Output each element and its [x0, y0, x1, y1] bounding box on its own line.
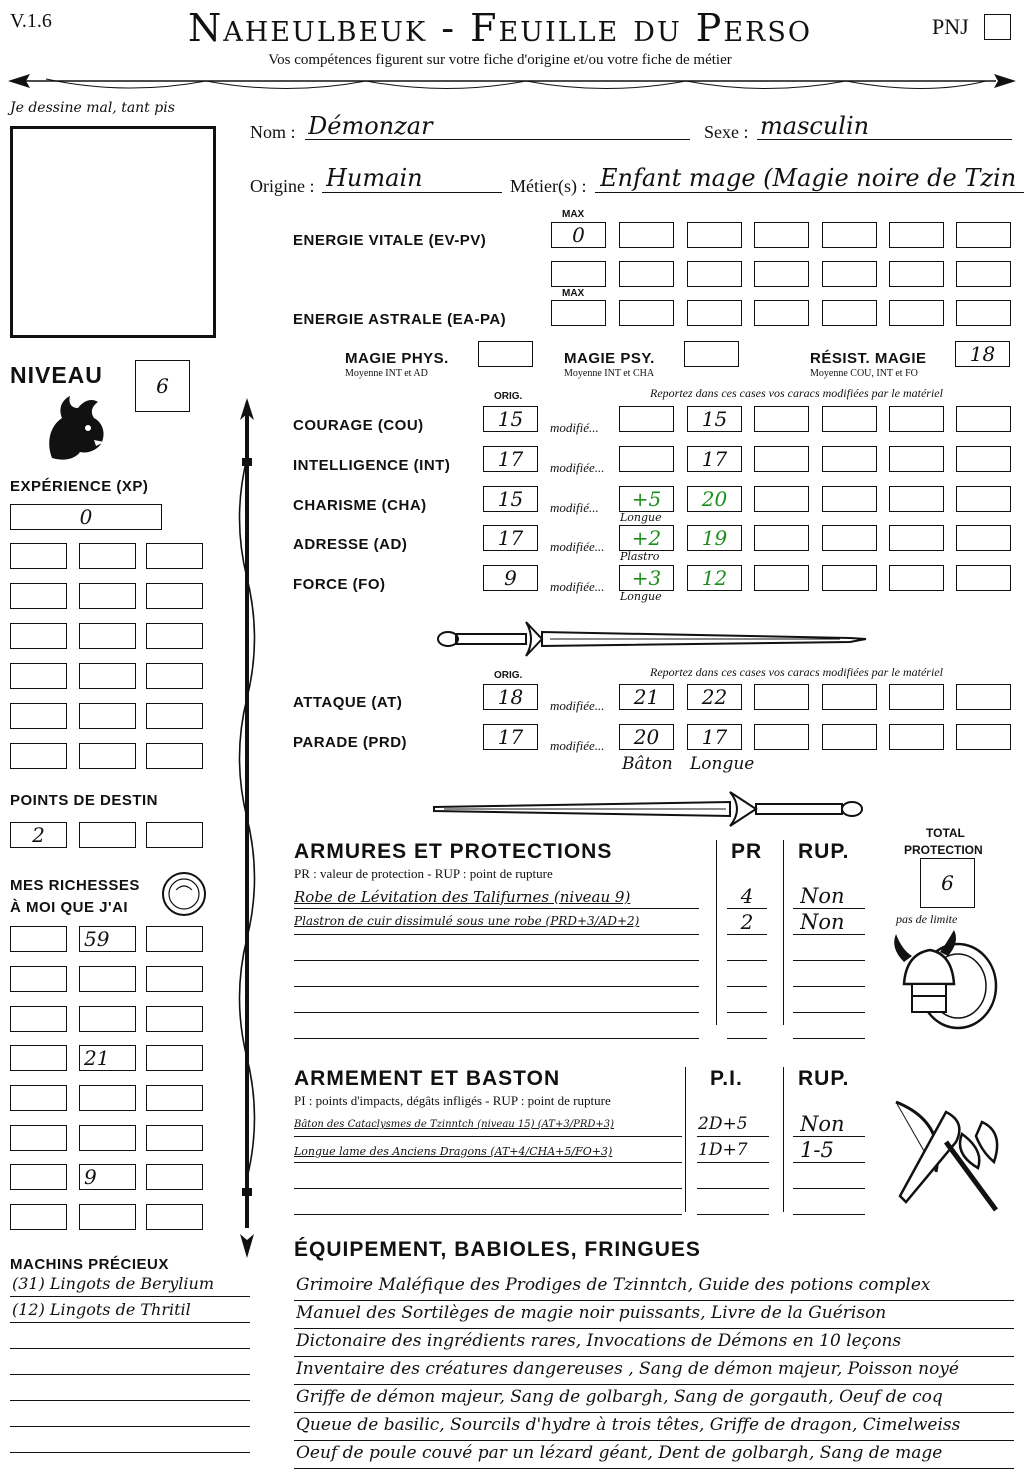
magie-phys-note: Moyenne INT et AD	[345, 368, 428, 379]
ev-box[interactable]	[956, 222, 1011, 248]
carac-box[interactable]	[754, 446, 809, 472]
combat-box[interactable]	[754, 724, 809, 750]
carac-box[interactable]	[889, 565, 944, 591]
carac-box[interactable]	[822, 565, 877, 591]
machins-line	[10, 1348, 250, 1349]
version-label: V.1.6	[10, 10, 52, 32]
machins-label: MACHINS PRÉCIEUX	[10, 1256, 169, 1273]
nom-label: Nom :	[250, 122, 296, 142]
arme-pi[interactable]: 1D+7	[698, 1140, 748, 1160]
combat-box[interactable]	[822, 684, 877, 710]
armures-title: ARMURES ET PROTECTIONS	[294, 840, 613, 863]
machin-item[interactable]: (12) Lingots de Thritil	[12, 1300, 191, 1319]
sexe-field[interactable]: masculin	[760, 112, 870, 140]
arme-line	[294, 1162, 682, 1163]
xp-box[interactable]	[79, 663, 136, 689]
machins-line	[10, 1322, 250, 1323]
carac-final-box[interactable]: 17	[687, 446, 742, 472]
armure-line	[294, 1012, 699, 1013]
ev-box[interactable]	[822, 222, 877, 248]
ea-max-label: MAX	[562, 288, 585, 299]
ev-box[interactable]	[687, 222, 742, 248]
carac-mod-box[interactable]: +3	[619, 565, 674, 591]
resist-magie-note: Moyenne COU, INT et FO	[810, 368, 918, 379]
niveau-box[interactable]: 6	[135, 360, 190, 412]
carac-box[interactable]	[956, 525, 1011, 551]
modifie-label: modifiée...	[550, 738, 605, 753]
money-box[interactable]	[10, 1204, 67, 1230]
carac-box[interactable]	[754, 406, 809, 432]
pi-line	[697, 1214, 769, 1215]
pr-line	[727, 908, 767, 909]
rup-line	[793, 1038, 865, 1039]
arme-line	[294, 1136, 682, 1137]
carac-mod-box[interactable]: +2	[619, 525, 674, 551]
modifie-label: modifiée...	[550, 579, 605, 594]
armement-rup-header: RUP.	[798, 1067, 850, 1090]
armement-title: ARMEMENT ET BASTON	[294, 1067, 561, 1090]
carac-box[interactable]	[956, 486, 1011, 512]
carac-orig-box[interactable]: 15	[483, 486, 538, 512]
total-protection-box[interactable]: 6	[920, 858, 975, 908]
pi-header: P.I.	[710, 1067, 743, 1090]
money-box[interactable]	[79, 1006, 136, 1032]
carac-mod-note: Longue	[620, 590, 662, 603]
combat-orig-label: ORIG.	[494, 670, 523, 681]
origine-label: Origine :	[250, 176, 315, 196]
ev-max-label: MAX	[562, 209, 585, 220]
money-box[interactable]	[79, 1125, 136, 1151]
equip-item[interactable]: Dictonaire des ingrédients rares, Invocations de Démons en 10 leçons	[296, 1331, 902, 1351]
ea-box[interactable]	[619, 300, 674, 326]
carac-orig-box[interactable]: 15	[483, 406, 538, 432]
ev-box[interactable]	[754, 222, 809, 248]
money-box[interactable]	[79, 1204, 136, 1230]
rup-line	[793, 986, 865, 987]
pnj-checkbox[interactable]	[984, 14, 1011, 40]
magie-psy-box[interactable]	[684, 341, 739, 367]
nom-field[interactable]: Démonzar	[308, 112, 433, 140]
arme-rup[interactable]: Non	[800, 1112, 845, 1136]
carac-box[interactable]	[889, 486, 944, 512]
xp-box[interactable]	[79, 703, 136, 729]
equip-line	[294, 1300, 1014, 1301]
header-spear-decoration	[6, 66, 1018, 96]
combat-box-2[interactable]: 22	[687, 684, 742, 710]
carac-box[interactable]	[754, 565, 809, 591]
carac-box[interactable]	[822, 446, 877, 472]
armure-rup[interactable]: Non	[800, 910, 845, 934]
money-box[interactable]	[146, 966, 203, 992]
machins-line	[10, 1374, 250, 1375]
ev-box[interactable]	[754, 261, 809, 287]
equip-line	[294, 1468, 1014, 1469]
destin-box-2[interactable]	[79, 822, 136, 848]
xp-box[interactable]	[146, 743, 203, 769]
combat-box[interactable]	[754, 684, 809, 710]
carac-mod-box[interactable]: +5	[619, 486, 674, 512]
machins-line	[10, 1452, 250, 1453]
resist-magie-label: RÉSIST. MAGIE	[810, 350, 927, 367]
sexe-label: Sexe :	[704, 122, 749, 142]
xp-box[interactable]	[10, 743, 67, 769]
modifie-label: modifiée...	[550, 539, 605, 554]
ev-box[interactable]	[619, 261, 674, 287]
ea-box[interactable]	[754, 300, 809, 326]
rup-line	[793, 1214, 865, 1215]
armure-line	[294, 986, 699, 987]
modifie-label: modifiée...	[550, 460, 605, 475]
staff-icon	[226, 398, 268, 1258]
carac-box[interactable]	[956, 446, 1011, 472]
carac-orig-label: ORIG.	[494, 391, 523, 402]
rup-line	[793, 1136, 865, 1137]
rup-line	[793, 934, 865, 935]
arme-rup[interactable]: 1-5	[800, 1138, 834, 1162]
pr-line	[727, 1012, 767, 1013]
carac-final-box[interactable]: 20	[687, 486, 742, 512]
ev-box[interactable]	[889, 261, 944, 287]
combat-note-longue: Longue	[690, 754, 755, 774]
rup-line	[793, 960, 865, 961]
ev-box[interactable]	[687, 261, 742, 287]
richesses-label-1: MES RICHESSES	[10, 877, 140, 894]
carac-orig-box[interactable]: 17	[483, 525, 538, 551]
xp-box[interactable]	[79, 743, 136, 769]
xp-box[interactable]	[146, 623, 203, 649]
xp-box[interactable]	[146, 583, 203, 609]
xp-box[interactable]: 0	[10, 504, 162, 530]
carac-label: CHARISME (CHA)	[293, 497, 427, 514]
destin-label: POINTS DE DESTIN	[10, 792, 159, 809]
armure-pr[interactable]: 2	[740, 910, 754, 934]
pr-header: PR	[731, 840, 763, 863]
sheet-title: Naheulbeuk - Feuille du Perso	[187, 6, 813, 50]
coin-icon	[160, 870, 208, 918]
pr-line	[727, 934, 767, 935]
carac-mod-note: Longue	[620, 511, 662, 524]
combat-box[interactable]	[822, 724, 877, 750]
rup-line	[793, 1012, 865, 1013]
money-box[interactable]	[146, 1125, 203, 1151]
carac-orig-box[interactable]: 9	[483, 565, 538, 591]
origine-field[interactable]: Humain	[326, 164, 423, 192]
ev-max-box[interactable]: 0	[551, 222, 606, 248]
equip-line	[294, 1384, 1014, 1385]
richesses-label-2: À MOI QUE J'AI	[10, 899, 129, 916]
combat-box[interactable]	[889, 684, 944, 710]
arme-name[interactable]: Longue lame des Anciens Dragons (AT+4/CHA+5/FO+3)	[294, 1145, 613, 1158]
limit-note: pas de limite	[896, 912, 958, 926]
rup-line	[793, 1162, 865, 1163]
equip-item[interactable]: Griffe de démon majeur, Sang de golbargh, Sang de gorgauth, Oeuf de coq	[296, 1387, 943, 1407]
carac-final-box[interactable]: 19	[687, 525, 742, 551]
machins-line	[10, 1400, 250, 1401]
carac-box[interactable]	[754, 525, 809, 551]
rup-line	[793, 1188, 865, 1189]
magie-phys-label: MAGIE PHYS.	[345, 350, 449, 367]
money-box[interactable]	[10, 1006, 67, 1032]
combat-box-1[interactable]: 21	[619, 684, 674, 710]
xp-label: EXPÉRIENCE (XP)	[10, 478, 149, 495]
pi-line	[697, 1162, 769, 1163]
rup-header: RUP.	[798, 840, 850, 863]
combat-box[interactable]	[956, 724, 1011, 750]
carac-box[interactable]	[889, 406, 944, 432]
combat-orig-box[interactable]: 18	[483, 684, 538, 710]
or-box[interactable]: 59	[79, 926, 136, 952]
dragon-icon	[40, 392, 110, 464]
portrait-caption: Je dessine mal, tant pis	[10, 100, 175, 116]
money-box[interactable]	[10, 966, 67, 992]
combat-report-note: Reportez dans ces cases vos caracs modifiées par le matériel	[650, 665, 943, 679]
pi-line	[697, 1136, 769, 1137]
machin-item[interactable]: (31) Lingots de Berylium	[12, 1274, 214, 1293]
cuivre-box-2[interactable]	[146, 1164, 203, 1190]
magie-phys-box[interactable]	[478, 341, 533, 367]
ea-label: ENERGIE ASTRALE (EA-PA)	[293, 311, 507, 328]
ea-box[interactable]	[822, 300, 877, 326]
carac-report-note: Reportez dans ces cases vos caracs modifiées par le matériel	[650, 386, 943, 400]
money-box[interactable]	[10, 1164, 67, 1190]
money-box[interactable]	[79, 966, 136, 992]
ev-box[interactable]	[822, 261, 877, 287]
rup-line	[793, 908, 865, 909]
armement-note: PI : points d'impacts, dégâts infligés - RUP : point de rupture	[294, 1093, 611, 1108]
subtitle: Vos compétences figurent sur votre fiche d'origine et/ou votre fiche de métier	[268, 52, 732, 68]
ea-max-box[interactable]	[551, 300, 606, 326]
carac-box[interactable]	[889, 525, 944, 551]
helmet-shield-icon	[886, 928, 1001, 1033]
ev-label: ENERGIE VITALE (EV-PV)	[293, 232, 487, 249]
ea-box[interactable]	[956, 300, 1011, 326]
equip-item[interactable]: Grimoire Maléfique des Prodiges de Tzinntch, Guide des potions complex	[296, 1275, 931, 1295]
modifie-label: modifié...	[550, 420, 599, 435]
carac-label: COURAGE (COU)	[293, 417, 424, 434]
xp-box[interactable]	[146, 703, 203, 729]
modifie-label: modifiée...	[550, 698, 605, 713]
total-label-2: PROTECTION	[904, 843, 983, 857]
carac-box[interactable]	[822, 406, 877, 432]
armure-line	[294, 908, 699, 909]
weapons-icon	[886, 1092, 1006, 1217]
armure-line	[294, 960, 699, 961]
carac-final-box[interactable]: 15	[687, 406, 742, 432]
sword-icon	[430, 784, 870, 834]
ea-box[interactable]	[889, 300, 944, 326]
xp-box[interactable]	[10, 623, 67, 649]
armures-note: PR : valeur de protection - RUP : point de rupture	[294, 866, 553, 881]
ev-box[interactable]	[889, 222, 944, 248]
arme-name[interactable]: Bâton des Cataclysmes de Tzinntch (niveau 15) (AT+3/PRD+3)	[294, 1119, 615, 1130]
ev-box[interactable]	[551, 261, 606, 287]
equip-line	[294, 1412, 1014, 1413]
combat-orig-box[interactable]: 17	[483, 724, 538, 750]
xp-box[interactable]	[146, 663, 203, 689]
destin-box-3[interactable]	[146, 822, 203, 848]
equipement-title: ÉQUIPEMENT, BABIOLES, FRINGUES	[294, 1238, 701, 1261]
machins-line	[10, 1296, 250, 1297]
carac-mod-box[interactable]	[619, 406, 674, 432]
equip-line	[294, 1328, 1014, 1329]
destin-box[interactable]: 2	[10, 822, 67, 848]
xp-box[interactable]	[10, 543, 67, 569]
carac-label: FORCE (FO)	[293, 576, 386, 593]
armure-line	[294, 1038, 699, 1039]
resist-magie-box[interactable]: 18	[955, 341, 1010, 367]
arme-pi[interactable]: 2D+5	[698, 1114, 748, 1134]
equip-line	[294, 1356, 1014, 1357]
xp-box[interactable]	[146, 543, 203, 569]
metier-field[interactable]: Enfant mage (Magie noire de Tzin	[600, 164, 1017, 192]
carac-box[interactable]	[889, 446, 944, 472]
portrait-box[interactable]	[10, 126, 216, 338]
armure-name[interactable]: Robe de Lévitation des Talifurnes (niveau 9)	[294, 888, 631, 906]
equip-line	[294, 1440, 1014, 1441]
pr-line	[727, 986, 767, 987]
niveau-label: NIVEAU	[10, 362, 103, 388]
combat-box-1[interactable]: 20	[619, 724, 674, 750]
carac-box[interactable]	[754, 486, 809, 512]
carac-mod-box[interactable]	[619, 446, 674, 472]
combat-label: PARADE (PRD)	[293, 734, 408, 751]
armure-line	[294, 934, 699, 935]
combat-note-baton: Bâton	[622, 754, 673, 774]
combat-label: ATTAQUE (AT)	[293, 694, 403, 711]
carac-label: INTELLIGENCE (INT)	[293, 457, 451, 474]
or-box-2[interactable]	[146, 926, 203, 952]
money-box[interactable]	[146, 1006, 203, 1032]
money-box[interactable]	[10, 1045, 67, 1071]
combat-box-2[interactable]: 17	[687, 724, 742, 750]
ev-box[interactable]	[956, 261, 1011, 287]
pr-line	[727, 1038, 767, 1039]
money-box[interactable]	[146, 1204, 203, 1230]
machins-line	[10, 1426, 250, 1427]
total-label-1: TOTAL	[926, 826, 965, 840]
magie-psy-label: MAGIE PSY.	[564, 350, 655, 367]
argent-box[interactable]: 21	[79, 1045, 136, 1071]
cuivre-box[interactable]: 9	[79, 1164, 136, 1190]
combat-box[interactable]	[956, 684, 1011, 710]
carac-final-box[interactable]: 12	[687, 565, 742, 591]
money-box[interactable]	[79, 1085, 136, 1111]
money-box[interactable]	[146, 1085, 203, 1111]
armure-pr[interactable]: 4	[740, 884, 754, 908]
ea-box[interactable]	[687, 300, 742, 326]
carac-label: ADRESSE (AD)	[293, 536, 408, 553]
ev-box[interactable]	[619, 222, 674, 248]
arme-line	[294, 1214, 682, 1215]
equip-item[interactable]: Oeuf de poule couvé par un lézard géant, Dent de golbargh, Sang de mage	[296, 1443, 943, 1463]
pnj-label: PNJ	[932, 14, 969, 39]
equip-item[interactable]: Inventaire des créatures dangereuses , Sang de démon majeur, Poisson noyé	[296, 1359, 959, 1379]
armure-name[interactable]: Plastron de cuir dissimulé sous une robe (PRD+3/AD+2)	[294, 914, 640, 928]
argent-box-2[interactable]	[146, 1045, 203, 1071]
arme-line	[294, 1188, 682, 1189]
xp-box[interactable]	[79, 543, 136, 569]
carac-box[interactable]	[822, 525, 877, 551]
combat-box[interactable]	[889, 724, 944, 750]
carac-box[interactable]	[956, 406, 1011, 432]
modifie-label: modifié...	[550, 500, 599, 515]
equip-item[interactable]: Queue de basilic, Sourcils d'hydre à trois têtes, Griffe de dragon, Cimelweiss	[296, 1415, 961, 1435]
pr-line	[727, 960, 767, 961]
equip-item[interactable]: Manuel des Sortilèges de magie noir puissants, Livre de la Guérison	[296, 1303, 887, 1323]
metier-label: Métier(s) :	[510, 176, 587, 196]
pi-line	[697, 1188, 769, 1189]
xp-box[interactable]	[10, 703, 67, 729]
xp-box[interactable]	[79, 623, 136, 649]
armure-rup[interactable]: Non	[800, 884, 845, 908]
magie-psy-note: Moyenne INT et CHA	[564, 368, 655, 379]
xp-box[interactable]	[10, 583, 67, 609]
money-box[interactable]	[10, 1125, 67, 1151]
carac-mod-note: Plastro	[620, 550, 660, 563]
carac-orig-box[interactable]: 17	[483, 446, 538, 472]
carac-box[interactable]	[956, 565, 1011, 591]
carac-box[interactable]	[822, 486, 877, 512]
xp-box[interactable]	[10, 663, 67, 689]
money-box[interactable]	[10, 926, 67, 952]
money-box[interactable]	[10, 1085, 67, 1111]
xp-box[interactable]	[79, 583, 136, 609]
sword-icon	[430, 612, 870, 662]
